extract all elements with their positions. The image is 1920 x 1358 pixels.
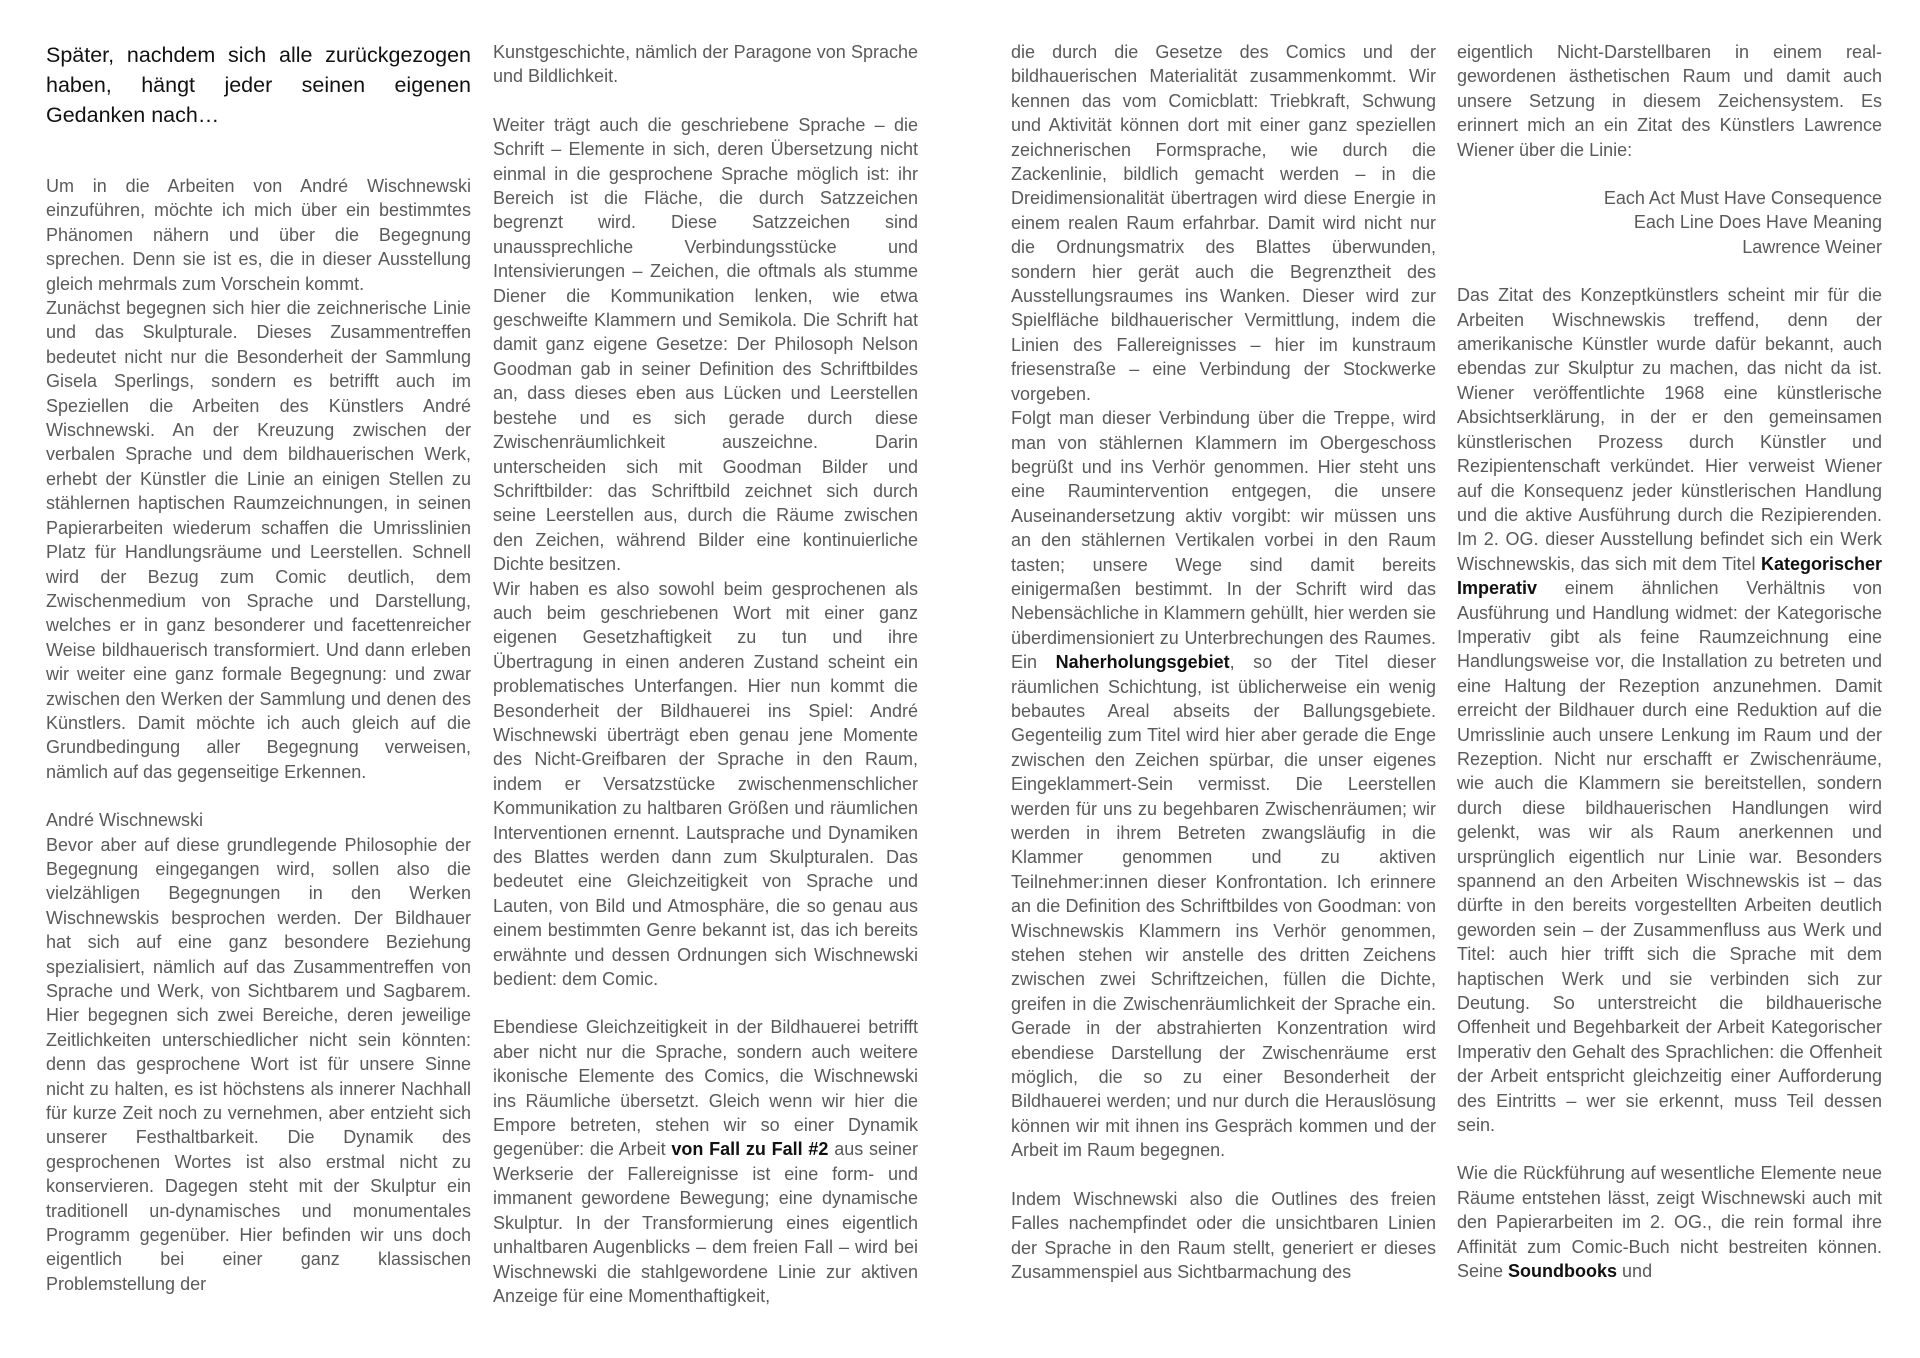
paragraph-text: aus seiner Werkserie der Fallereignisse ist eine form- und immanent gewordene Bewegung; eine dynamische Skulptur. In der Transformierung eines eigentlich unhaltbaren Augenblicks – dem freien Fall – wird bei Wischnewski die stahlgewordene Linie zur aktiven Anzeige für eine Momenthaftigkeit, <box>493 1139 918 1306</box>
column-2 <box>493 40 918 1308</box>
paragraph: Zunächst begegnen sich hier die zeichnerische Linie und das Skulpturale. Dieses Zusammentreffen bedeutet nicht nur die Besonderheit der Sammlung Gisela Sperlings, sondern es betrifft auch im Speziellen die Arbeiten des Künstlers André Wischnewski. An der Kreuzung zwischen der verbalen Sprache und dem bildhauerischen Werk, erhebt der Künstler die Linie an einigen Stellen zu stählernen haptischen Raumzeichnungen, in seinen Papierarbeiten wiederum schaffen die Umrisslinien Platz für Handlungsräume und Leerstellen. Schnell wird der Bezug zum Comic deutlich, dem Zwischenmedium von Sprache und Darstellung, welches er in ganz besonderer und facettenreicher Weise bildhauerisch transformiert. Und dann erleben wir weiter eine ganz formale Begegnung: und zwar zwischen den Werken der Sammlung und denen des Künstlers. Damit möchte ich auch gleich auf die Grundbedingung aller Begegnung verweisen, nämlich auf das gegenseitige Erkennen. <box>46 298 471 782</box>
paragraph-gap <box>1457 162 1882 186</box>
artwork-title: Naherholungsgebiet <box>1055 652 1230 673</box>
section-subheading: André Wischnewski <box>46 810 204 831</box>
paragraph-text: Wie die Rückführung auf wesentliche Elemente neue Räume entstehen lässt, zeigt Wischnewski auch mit den Papierarbeiten im 2. OG., die rein formal ihre Affinität zum Comic-Buch nicht bestreiten können. Seine <box>1457 1163 1882 1282</box>
paragraph <box>1011 406 1436 1163</box>
article-heading: Später, nachdem sich alle zurückgezogen haben, hängt jeder seinen eigenen Gedanken nach… <box>46 43 471 127</box>
paragraph-gap <box>1457 1137 1882 1161</box>
paragraph <box>1457 283 1882 1137</box>
column-1 <box>46 40 471 1296</box>
paragraph: Bevor aber auf diese grundlegende Philosophie der Begegnung eingegangen wird, sollen also die vielzähligen Begegnungen in den Werken Wischnewskis besprochen werden. Der Bildhauer hat sich auf eine ganz besondere Beziehung spezialisiert, nämlich auf das Zusammentreffen von Sprache und Werk, von Sichtbarem und Sagbarem. Hier begegnen sich zwei Bereiche, deren jeweilige Zeitlichkeiten unterschiedlicher nicht sein könnten: denn das gesprochene Wort ist für unsere Sinne nicht zu halten, es ist höchstens als innerer Nachhall für kurze Zeit noch zu vernehmen, aber entzieht sich unserer Festhaltbarkeit. Die Dynamik des gesprochenen Wortes ist also erstmal nicht zu konservieren. Dagegen steht mit der Skulptur ein traditionell un-dynamisches und monumentales Programm gegenüber. Hier befinden wir uns doch eigentlich bei einer ganz klassischen Problemstellung der <box>46 834 471 1294</box>
paragraph: Kunstgeschichte, nämlich der Paragone von Sprache und Bildlichkeit. <box>493 42 918 87</box>
paragraph: eigentlich Nicht-Darstellbaren in einem real-gewordenen ästhetischen Raum und damit auch unsere Setzung in diesem Zeichensystem. Es erinnert mich an ein Zitat des Künstlers Lawrence Wiener über die Linie: <box>1457 42 1882 160</box>
paragraph: die durch die Gesetze des Comics und der bildhauerischen Materialität zusammenkommt. Wir kennen das vom Comicblatt: Triebkraft, Schwung und Aktivität können dort mit einer ganz speziellen zeichnerischen Formsprache, wie durch die Zackenlinie, bildlich gemacht werden – in die Dreidimensionalität übertragen wird diese Energie in einem realen Raum erfahrbar. Damit wird nicht nur die Ordnungsmatrix des Blattes überwunden, sondern hier gerät auch die Begrenztheit des Ausstellungsraumes ins Wanken. Dieser wird zur Spielfläche bildhauerischer Vermittlung, indem die Linien des Fallereignisses – hier im kunstraum friesenstraße – eine Verbindung der Stockwerke vorgeben. <box>1011 42 1436 404</box>
paragraph-gap <box>493 991 918 1015</box>
paragraph: Indem Wischnewski also die Outlines des freien Falles nachempfindet oder die unsichtbaren Linien der Sprache in den Raum stellt, generiert er dieses Zusammenspiel aus Sichtbarmachung des <box>1011 1188 1436 1282</box>
paragraph-gap <box>46 784 471 808</box>
column-3 <box>1011 40 1436 1284</box>
column-4 <box>1457 40 1882 1284</box>
paragraph-text: , so der Titel dieser räumlichen Schichtung, ist üblicherweise ein wenig bebautes Areal abseits der Ballungsgebiete. Gegenteilig zum Titel wird hier aber gerade die Enge zwischen den Zeichen spürbar, die unser eigenes Eingeklammert-Sein vermisst. Die Leerstellen werden für uns zu begehbaren Zwischenräumen; wir werden in ihrem Betreten zwangsläufig in die Klammer genommen und zu aktiven Teilnehmer:innen dieser Konfrontation. Ich erinnere an die Definition des Schriftbildes von Goodman: von Wischnewskis Klammern ins Verhör genommen, stehen stehen wir anstelle des dritten Zeichens zwischen zwei Schriftzeichen, füllen die Dichte, greifen in die Zwischenräumlichkeit der Sprache ein. Gerade in der abstrahierten Konzentration wird ebendiese Darstellung der Zwischenräume erst möglich, die so zu einer Besonderheit der Bildhauerei werden; und nur durch die Herauslösung können wir mit ihnen ins Gespräch kommen und der Arbeit im Raum begegnen. <box>1011 652 1436 1161</box>
quote-line: Each Line Does Have Meaning <box>1633 212 1882 233</box>
paragraph: Um in die Arbeiten von André Wischnewski einzuführen, möchte ich mich über ein bestimmtes Phänomen nähern und über die Begegnung sprechen. Denn sie ist es, die in dieser Ausstellung gleich mehrmals zum Vorschein kommt. <box>46 176 471 294</box>
artwork-title: von Fall zu Fall #2 <box>671 1139 829 1160</box>
paragraph: Weiter trägt auch die geschriebene Sprache – die Schrift – Elemente in sich, deren Übersetzung nicht einmal in die gesprochene Sprache möglich ist: ihr Bereich ist die Fläche, die durch Satzzeichen begrenzt wird. Diese Satzzeichen sind unaussprechliche Verbindungsstücke und Intensivierungen – Zeichen, die oftmals als stumme Diener die Kommunikation lenken, wie etwa geschweifte Klammern und Semikola. Die Schrift hat damit ganz eigene Gesetze: Der Philosoph Nelson Goodman gab in seiner Definition des Schriftbildes an, dass dieses eben aus Lücken und Leerstellen bestehe und es sich gerade durch diese Zwischenräumlichkeit auszeichne. Darin unterscheiden sich mit Goodman Bilder und Schriftbilder: das Schriftbild zeichnet sich durch seine Leerstellen aus, durch die Räume zwischen den Zeichen, während Bilder eine kontinuierliche Dichte besitzen. <box>493 114 918 575</box>
paragraph-gap <box>493 89 918 113</box>
paragraph <box>1457 1161 1882 1283</box>
paragraph-text: einem ähnlichen Verhältnis von Ausführung und Handlung widmet: der Kategorische Imperativ gibt als feine Raumzeichnung eine Handlungsweise vor, die Installation zu betreten und eine Haltung der Rezeption anzunehmen. Damit erreicht der Bildhauer durch eine Reduktion auf die Umrisslinie auch unsere Lenkung im Raum und der Rezeption. Nicht nur erschafft er Zwischenräume, wie auch die Klammern sie bereitstellen, sondern durch diese bildhauerischen Handlungen wird gelenkt, was wir als Raum anerkennen und ursprünglich eigentlich nur Linie war. Besonders spannend an den Arbeiten Wischnewskis ist – das dürfte in den bereits vorgestellten Arbeiten deutlich geworden sein – der Zusammenfluss aus Werk und Titel: auch hier trifft sich die Sprache mit dem haptischen Werk und sie verbinden sich zur Deutung. So unterstreicht die bildhauerische Offenheit und Begehbarkeit der Arbeit Kategorischer Imperativ den Gehalt des Sprachlichen: die Offenheit der Arbeit entspricht gleichzeitig einer Aufforderung des Eintritts – wer sie erkennt, muss Teil dessen sein. <box>1457 578 1882 1136</box>
artwork-title: Kategorischer Imperativ <box>1457 553 1882 599</box>
paragraph: Wir haben es also sowohl beim gesprochenen als auch beim geschriebenen Wort mit einer ganz eigenen Gesetzhaftigkeit zu tun und ihre Übertragung in einen anderen Zustand scheint ein problematisches Unterfangen. Hier nun kommt die Besonderheit der Bildhauerei ins Spiel: André Wischnewski überträgt eben genau jene Momente des Nicht-Greifbaren der Sprache in den Raum, indem er Versatzstücke zwischenmenschlicher Kommunikation zu haltbaren Größen und räumlichen Interventionen ernennt. Lautsprache und Dynamiken des Blattes werden dann zum Skulpturalen. Das bedeutet eine Gleichzeitigkeit von Sprache und Lauten, von Bild und Atmosphäre, die so genau aus einem bestimmten Genre bekannt ist, das ich bereits erwähnte und dessen Ordnungen sich Wischnewski bedient: dem Comic. <box>493 578 918 990</box>
quote-author: Lawrence Weiner <box>1742 236 1882 257</box>
artwork-title: Soundbooks <box>1508 1261 1618 1282</box>
quote-line: Each Act Must Have Consequence <box>1603 188 1882 209</box>
paragraph-gap <box>1457 259 1882 283</box>
paragraph-text: Ebendiese Gleichzeitigkeit in der Bildhauerei betrifft aber nicht nur die Sprache, sondern auch weitere ikonische Elemente des Comics, die Wischnewski ins Räumliche übersetzt. Gleich wenn wir hier die Empore betreten, stehen wir so einer Dynamik gegenüber: die Arbeit <box>493 1017 918 1160</box>
paragraph-text: Das Zitat des Konzeptkünstlers scheint mir für die Arbeiten Wischnewskis treffend, denn der amerikanische Künstler wurde dafür bekannt, auch ebendas zur Skulptur zu machen, das nicht da ist. Wiener veröffentlichte 1968 eine künstlerische Absichtserklärung, in der er den gemeinsamen künstlerischen Prozess durch Künstler und Rezipientenschaft verkündet. Hier verweist Wiener auf die Konsequenz jeder künstlerischen Handlung und die aktive Ausführung durch die Rezipierenden. Im 2. OG. dieser Ausstellung befindet sich ein Werk Wischnewskis, das sich mit dem Titel <box>1457 285 1882 574</box>
paragraph <box>493 1015 918 1308</box>
paragraph-text: Folgt man dieser Verbindung über die Treppe, wird man von stählernen Klammern im Obergeschoss begrüßt und ins Verhör genommen. Hier steht uns eine Rauminterventіon entgegen, die unsere Auseinandersetzung aktiv vorgibt: wir müssen uns an den stählernen Vertikalen vorbei in den Raum tasten; unsere Wege sind damit bereits einigermaßen bestimmt. In der Schrift wird das Nebensächliche in Klammern gehüllt, hier werden sie überdimensioniert zu Unterbrechungen des Raumes. Ein <box>1011 408 1436 673</box>
paragraph-gap <box>1011 1163 1436 1187</box>
paragraph-text: und <box>1617 1261 1653 1282</box>
